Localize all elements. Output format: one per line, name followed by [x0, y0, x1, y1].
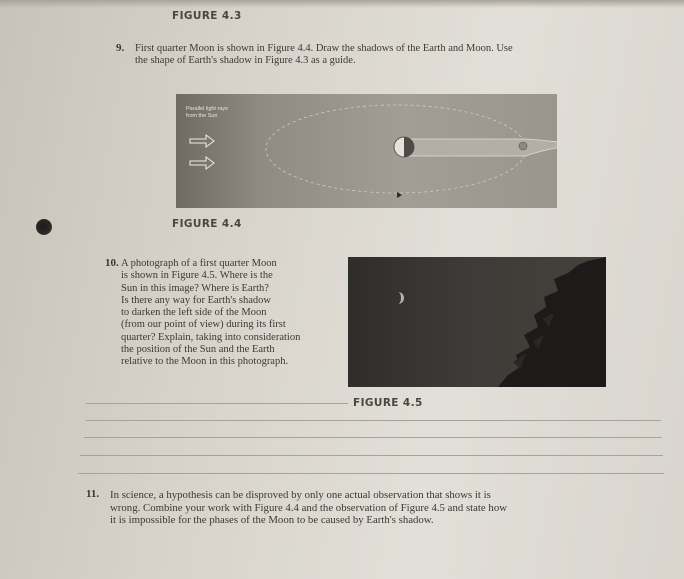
- question-11-line: In science, a hypothesis can be disproved by only one actual observation that shows it is: [110, 489, 491, 501]
- light-rays-label-line: from the Sun: [186, 113, 218, 119]
- question-9-text: [135, 43, 605, 67]
- question-9-line: First quarter Moon is shown in Figure 4.4. Draw the shadows of the Earth and Moon. Use: [135, 43, 513, 54]
- answer-line: [86, 403, 348, 404]
- question-10-text: [121, 258, 346, 369]
- quarter-moon-icon: [398, 292, 404, 304]
- answer-line: [84, 437, 662, 438]
- orbit-diagram-svg: [176, 94, 557, 208]
- figure-4-4-diagram: [176, 94, 557, 208]
- question-11-line: wrong. Combine your work with Figure 4.4 and the observation of Figure 4.5 and state how: [110, 501, 508, 514]
- binder-hole: [36, 219, 52, 235]
- earth-shadow-cone: [404, 139, 557, 156]
- question-11-number: 11.: [86, 488, 100, 500]
- full-moon-position-icon: [519, 142, 527, 150]
- ray-arrow-icon: [190, 157, 214, 169]
- question-10-line: Is there any way for Earth's shadow: [121, 294, 272, 306]
- question-10-line: the position of the Sun and the Earth: [121, 344, 275, 356]
- question-10-line: to darken the left side of the Moon: [121, 307, 267, 319]
- answer-line: [78, 473, 664, 474]
- figure-4-4-caption: FIGURE 4.4: [172, 218, 242, 230]
- answer-line: [80, 455, 663, 456]
- light-rays-label-line: Parallel light rays: [186, 106, 228, 112]
- ray-arrow-icon: [190, 135, 214, 147]
- question-9-line: the shape of Earth's shadow in Figure 4.3 as a guide.: [135, 55, 356, 66]
- question-10-number: 10.: [105, 257, 119, 269]
- question-10-line: A photograph of a first quarter Moon: [121, 258, 277, 269]
- figure-4-5-caption: FIGURE 4.5: [353, 397, 423, 409]
- question-10-line: Sun in this image? Where is Earth?: [121, 282, 269, 294]
- question-10-line: quarter? Explain, taking into consideration: [121, 331, 301, 343]
- question-10-line: (from our point of view) during its first: [121, 319, 286, 331]
- sun-ray-arrows: [190, 135, 214, 169]
- page-top-shadow: [0, 0, 684, 8]
- answer-line: [86, 420, 661, 421]
- question-11-line: it is impossible for the phases of the Moon to be caused by Earth's shadow.: [110, 514, 434, 526]
- figure-4-5-photo: [348, 257, 606, 387]
- question-9-number: 9.: [116, 42, 125, 54]
- question-10-line: relative to the Moon in this photograph.: [121, 356, 289, 368]
- moon-photo-svg: [348, 257, 606, 387]
- question-10-line: is shown in Figure 4.5. Where is the: [121, 270, 273, 282]
- figure-4-3-caption: FIGURE 4.3: [172, 10, 242, 22]
- tree-silhouette: [498, 257, 606, 387]
- question-11-text: [110, 489, 640, 527]
